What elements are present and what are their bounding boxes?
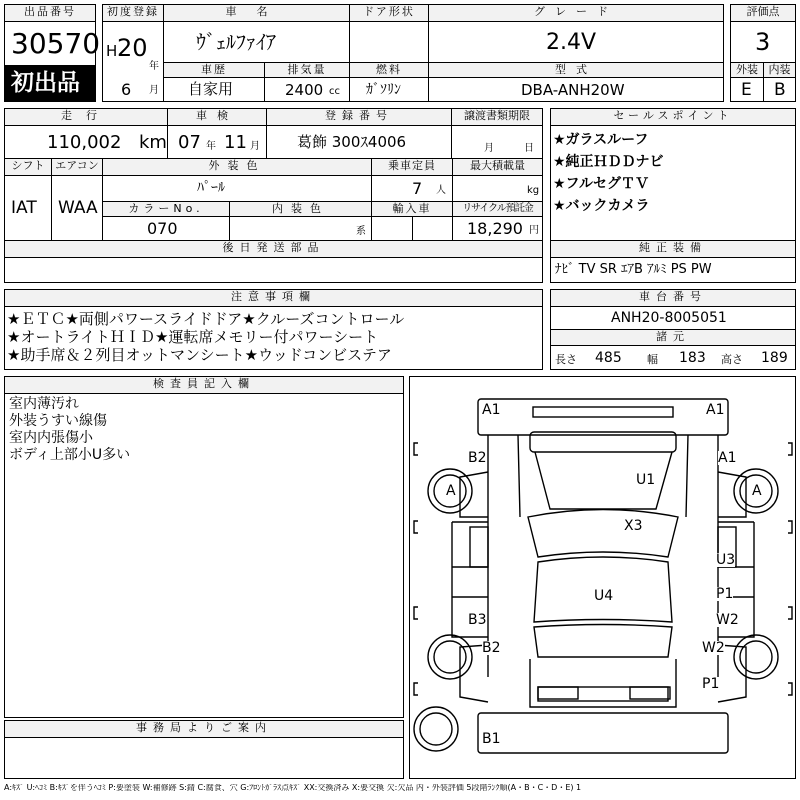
capacity-box	[371, 175, 453, 202]
damage-mark: A1	[482, 402, 501, 418]
damage-mark: U1	[636, 472, 656, 488]
history-value: 自家用	[188, 80, 234, 98]
mileage-label: 走行	[4, 108, 168, 126]
shift-label: シフト	[4, 158, 52, 176]
score-label: 評価点	[730, 4, 796, 22]
inspection-year-unit: 年	[206, 141, 216, 152]
int-color-label: 内装色	[229, 201, 372, 217]
plate-label: 登録番号	[266, 108, 452, 126]
inspection-year: 07	[178, 132, 201, 153]
specs-label: 諸元	[550, 329, 796, 346]
color-no-label: カラーNo.	[102, 201, 230, 217]
notes-label: 注意事項欄	[4, 289, 543, 307]
color-no-box	[102, 216, 230, 241]
plate-box	[266, 125, 452, 159]
capacity-unit: 人	[436, 185, 446, 196]
capacity-label: 乗車定員	[371, 158, 453, 176]
ext-grade: E	[741, 80, 752, 100]
damage-mark: W2	[716, 612, 739, 628]
damage-mark: A1	[718, 450, 737, 466]
max-load-box	[452, 175, 543, 202]
first-reg-era: H	[106, 42, 118, 60]
recycle-unit: 円	[529, 225, 539, 236]
damage-mark: X3	[624, 518, 643, 534]
damage-mark: P1	[716, 586, 734, 602]
after-parts-label: 後日発送部品	[4, 240, 543, 258]
first-listing-badge	[4, 65, 96, 102]
recycle-box	[452, 216, 543, 241]
sales-point-item: ★バックカメラ	[553, 198, 650, 214]
ext-color-value: ﾊﾟｰﾙ	[197, 180, 225, 196]
height-value: 189	[761, 350, 788, 366]
int-grade: B	[774, 80, 786, 100]
inspector-line: 室内内張傷小	[9, 430, 93, 446]
damage-mark: B2	[482, 640, 501, 656]
max-load-unit: kg	[527, 185, 540, 196]
history-label: 車歴	[163, 62, 265, 78]
transfer-day-unit: 日	[524, 143, 534, 154]
sales-point-item: ★フルセグＴＶ	[553, 176, 649, 192]
transfer-month-unit: 月	[484, 143, 494, 154]
fuel-label: 燃料	[349, 62, 429, 78]
grade-value: 2.4V	[546, 30, 597, 55]
after-parts-box	[4, 257, 543, 283]
chassis-box	[550, 306, 796, 330]
capacity-value: 7	[412, 179, 423, 198]
damage-mark: B2	[468, 450, 487, 466]
damage-mark: B3	[468, 612, 487, 628]
recycle-value: 18,290	[467, 219, 523, 238]
transfer-box	[451, 125, 543, 159]
sales-points-box	[550, 125, 796, 241]
ac-label: エアコン	[51, 158, 103, 176]
first-reg-year: 20	[117, 34, 148, 62]
damage-mark: U3	[716, 552, 736, 568]
legend-text: A:ｷｽﾞ U:ﾍｺﾐ B:ｷｽﾞを伴うﾍｺﾐ P:要塗装 W:補修跡 S:錆 C:腐食、穴 G:ﾌﾛﾝﾄｶﾞﾗｽ点ｷｽﾞ XX:交換済み X:要交換 欠:欠品 内・外装評価 5段階ﾗﾝｸ順(A・B・C・D・E) 1	[4, 784, 582, 792]
inspection-month: 11	[224, 132, 247, 153]
fuel-box	[349, 77, 429, 102]
notes-line: ★オートライトＨＩＤ★運転席メモリー付パワーシート	[7, 328, 379, 346]
door-label: ドア形状	[349, 4, 429, 22]
notes-line: ★助手席＆２列目オットマンシート★ウッドコンビステア	[7, 346, 392, 364]
mileage-value: 110,002	[47, 132, 122, 153]
car-outline-svg	[410, 377, 795, 778]
displacement-box	[264, 77, 350, 102]
inspection-month-unit: 月	[250, 141, 260, 152]
office-box	[4, 737, 404, 779]
car-name: ｳﾞｪﾙﾌｧｲｱ	[196, 30, 276, 54]
first-reg-box	[102, 21, 164, 102]
length-label: 長さ	[555, 353, 577, 366]
int-color-box	[229, 216, 372, 241]
displacement-unit: cc	[329, 86, 340, 97]
transfer-label: 譲渡書類期限	[451, 108, 543, 126]
model-value: DBA-ANH20W	[521, 81, 625, 99]
damage-mark: U4	[594, 588, 614, 604]
equipment-box	[550, 257, 796, 283]
inspector-line: 外装うすい線傷	[9, 413, 107, 429]
model-box	[428, 77, 724, 102]
int-color-unit: 系	[356, 226, 366, 237]
lot-number-label: 出品番号	[4, 4, 96, 22]
inspection-box	[167, 125, 267, 159]
shift-box	[4, 175, 52, 241]
model-label: 型式	[428, 62, 724, 78]
inspector-line: ボディ上部小U多い	[9, 447, 131, 463]
lot-number-box	[4, 21, 101, 66]
office-label: 事務局よりご案内	[4, 720, 404, 738]
damage-mark: A	[446, 483, 456, 499]
first-reg-label: 初度登録	[102, 4, 164, 22]
shift-value: IAT	[11, 198, 37, 218]
damage-mark: W2	[702, 640, 725, 656]
damage-mark: A	[752, 483, 762, 499]
ac-value: WAA	[58, 198, 98, 218]
recycle-label: リサイクル預託金	[452, 201, 543, 217]
plate-value: 葛飾 300ｽ4006	[297, 133, 407, 151]
width-label: 幅	[647, 353, 658, 366]
ext-color-label: 外装色	[102, 158, 372, 176]
notes-line: ★ＥＴＣ★両側パワースライドドア★クルーズコントロール	[7, 310, 405, 328]
mileage-box	[4, 125, 168, 159]
ext-grade-label: 外装	[730, 62, 764, 78]
car-name-box	[163, 21, 350, 63]
inspector-box	[4, 393, 404, 718]
length-value: 485	[595, 350, 622, 366]
import-label: 輸入車	[371, 201, 453, 217]
max-load-label: 最大積載量	[452, 158, 543, 176]
damage-mark: P1	[702, 676, 720, 692]
equipment-label: 純正装備	[550, 240, 796, 258]
door-box	[349, 21, 429, 63]
inspection-label: 車検	[167, 108, 267, 126]
mileage-unit: km	[139, 132, 167, 153]
sales-point-item: ★純正ＨＤＤナビ	[553, 154, 664, 170]
grade-box	[428, 21, 724, 63]
notes-box	[4, 306, 543, 370]
ext-grade-box	[730, 77, 764, 102]
score-box	[730, 21, 796, 63]
grade-label: グレード	[428, 4, 724, 22]
chassis-label: 車台番号	[550, 289, 796, 307]
width-value: 183	[679, 350, 706, 366]
inspector-label: 検査員記入欄	[4, 376, 404, 394]
color-no-value: 070	[147, 219, 178, 238]
car-name-label: 車名	[163, 4, 350, 22]
fuel-value: ｶﾞｿﾘﾝ	[366, 82, 401, 98]
displacement-label: 排気量	[264, 62, 350, 78]
displacement-value: 2400	[285, 81, 324, 99]
height-label: 高さ	[721, 353, 743, 366]
inspector-line: 室内薄汚れ	[9, 396, 79, 412]
damage-mark: A1	[706, 402, 725, 418]
damage-mark: B1	[482, 731, 501, 747]
import-divider	[412, 216, 413, 241]
specs-box	[550, 345, 796, 370]
chassis-value: ANH20-8005051	[611, 310, 727, 326]
history-box	[163, 77, 265, 102]
first-reg-month-unit: 月	[149, 85, 159, 96]
car-diagram	[409, 376, 796, 779]
sales-point-item: ★ガラスルーフ	[553, 132, 649, 148]
sales-points-label: セールスポイント	[550, 108, 796, 126]
ac-box	[51, 175, 103, 241]
int-grade-box	[763, 77, 796, 102]
first-reg-year-unit: 年	[149, 61, 159, 72]
first-reg-month: 6	[121, 80, 132, 99]
first-listing-text: 初出品	[11, 70, 80, 96]
int-grade-label: 内装	[763, 62, 796, 78]
score-value: 3	[755, 28, 771, 56]
lot-number: 30570	[11, 27, 101, 60]
equipment-value: ﾅﾋﾞ TV SR ｴｱB ｱﾙﾐ PS PW	[555, 262, 712, 277]
ext-color-box	[102, 175, 372, 202]
